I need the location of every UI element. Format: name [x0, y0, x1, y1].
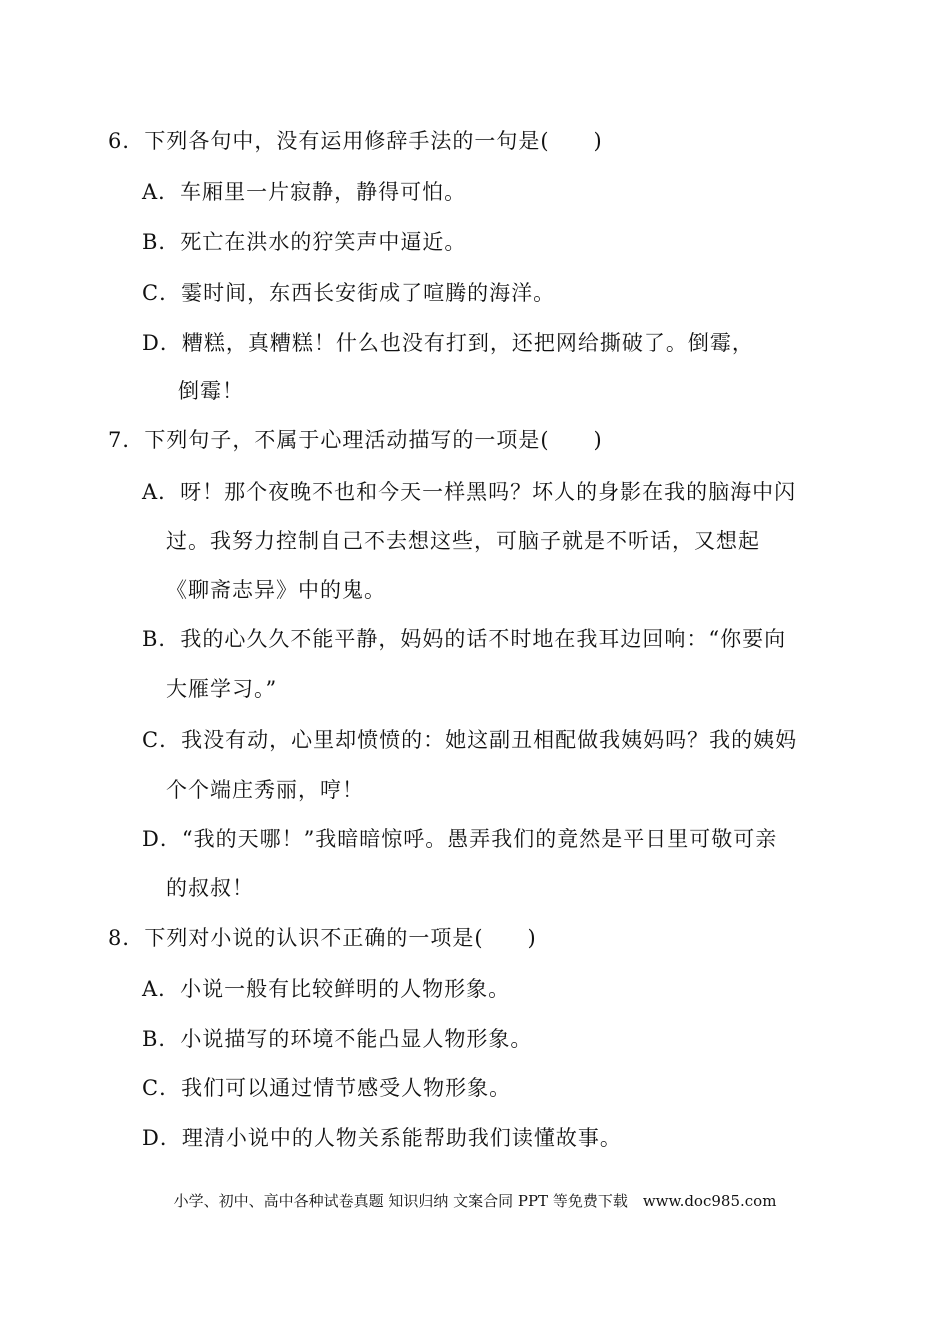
question-6-option-c: C．霎时间，东西长安街成了喧腾的海洋。 [142, 281, 556, 305]
question-7-option-d: D．“我的天哪！”我暗暗惊呼。愚弄我们的竟然是平日里可敬可亲 [142, 827, 778, 851]
question-7-stem: 7．下列句子，不属于心理活动描写的一项是( ) [108, 428, 603, 452]
question-6-option-d-continued: 倒霉！ [178, 379, 244, 403]
question-8-stem: 8．下列对小说的认识不正确的一项是( ) [108, 926, 537, 950]
question-6-stem: 6．下列各句中，没有运用修辞手法的一句是( ) [108, 129, 603, 153]
page-footer: 小学、初中、高中各种试卷真题 知识归纳 文案合同 PPT 等免费下载 www.doc985.com [173, 1192, 777, 1210]
question-7-option-b: B．我的心久久不能平静，妈妈的话不时地在我耳边回响：“你要向 [142, 627, 787, 651]
question-7-option-c-line-2: 个个端庄秀丽，哼！ [166, 778, 364, 802]
question-8-option-d: D．理清小说中的人物关系能帮助我们读懂故事。 [142, 1126, 622, 1150]
question-7-option-d-line-2: 的叔叔！ [166, 876, 254, 900]
question-6-option-a: A．车厢里一片寂静，静得可怕。 [142, 180, 467, 204]
question-6-option-b: B．死亡在洪水的狞笑声中逼近。 [142, 230, 467, 254]
question-8-option-c: C．我们可以通过情节感受人物形象。 [142, 1076, 512, 1100]
question-6-option-d: D．糟糕，真糟糕！什么也没有打到，还把网给撕破了。倒霉， [142, 331, 754, 355]
question-7-option-a: A．呀！那个夜晚不也和今天一样黑吗？坏人的身影在我的脑海中闪 [142, 480, 797, 504]
question-8-option-a: A．小说一般有比较鲜明的人物形象。 [142, 977, 511, 1001]
question-7-option-b-line-2: 大雁学习。” [166, 677, 278, 701]
question-7-option-c: C．我没有动，心里却愤愤的：她这副丑相配做我姨妈吗？我的姨妈 [142, 728, 798, 752]
question-8-option-b: B．小说描写的环境不能凸显人物形象。 [142, 1027, 533, 1051]
question-7-option-a-line-3: 《聊斋志异》中的鬼。 [166, 578, 386, 602]
question-7-option-a-line-2: 过。我努力控制自己不去想这些，可脑子就是不听话，又想起 [166, 529, 760, 553]
